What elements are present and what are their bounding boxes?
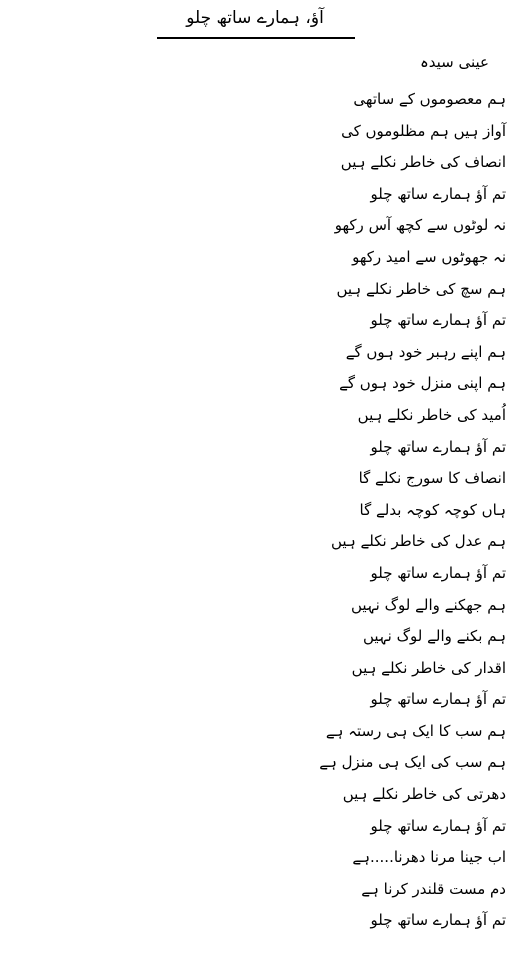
poem-line: تم آؤ ہمارے ساتھ چلو <box>370 816 506 835</box>
poem-line: ہم عدل کی خاطر نکلے ہیں <box>331 532 506 551</box>
poem-line: ہم اپنے رہبر خود ہوں گے <box>345 342 506 361</box>
poem-line: ہم سب کی ایک ہی منزل ہے <box>319 753 506 772</box>
poem-line: تم آؤ ہمارے ساتھ چلو <box>370 184 506 203</box>
title-underline <box>157 37 355 39</box>
poem-line: ہم بکنے والے لوگ نہیں <box>362 627 506 646</box>
poem-line: اب جینا مرنا دھرنا.....ہے <box>352 848 506 867</box>
poem-line: ہم سچ کی خاطر نکلے ہیں <box>336 279 506 298</box>
poem-line: ہم اپنی منزل خود ہوں گے <box>339 374 506 393</box>
poem-line: ہاں کوچہ کوچہ بدلے گا <box>359 500 506 519</box>
poem-line: تم آؤ ہمارے ساتھ چلو <box>370 911 506 930</box>
poem-line: نہ لوٹوں سے کچھ آس رکھو <box>334 216 506 235</box>
poem-line: اُمید کی خاطر نکلے ہیں <box>357 405 506 424</box>
poem-line: تم آؤ ہمارے ساتھ چلو <box>370 437 506 456</box>
poem-line: انصاف کا سورج نکلے گا <box>358 469 506 488</box>
poem-line: تم آؤ ہمارے ساتھ چلو <box>370 311 506 330</box>
author-name: عینی سیدہ <box>419 53 489 71</box>
poem-lines <box>286 84 506 937</box>
poem-line: دم مست قلندر کرنا ہے <box>361 879 506 898</box>
poem-line: تم آؤ ہمارے ساتھ چلو <box>370 563 506 582</box>
poem-title: آؤ، ہمارے ساتھ چلو <box>186 8 324 28</box>
poem-line: اقدار کی خاطر نکلے ہیں <box>351 658 506 677</box>
poem-line: انصاف کی خاطر نکلے ہیں <box>340 153 506 172</box>
poem-line: دھرتی کی خاطر نکلے ہیں <box>342 785 506 804</box>
poem-line: تم آؤ ہمارے ساتھ چلو <box>370 690 506 709</box>
poem-line: ہم جھکنے والے لوگ نہیں <box>350 595 506 614</box>
poem-line: ہم سب کا ایک ہی رستہ ہے <box>325 721 506 740</box>
poem-line: نہ جھوٹوں سے امید رکھو <box>352 247 506 266</box>
poem-line: آواز ہیں ہم مظلوموں کی <box>341 121 506 140</box>
poem-line: ہم معصوموں کے ساتھی <box>353 90 506 108</box>
